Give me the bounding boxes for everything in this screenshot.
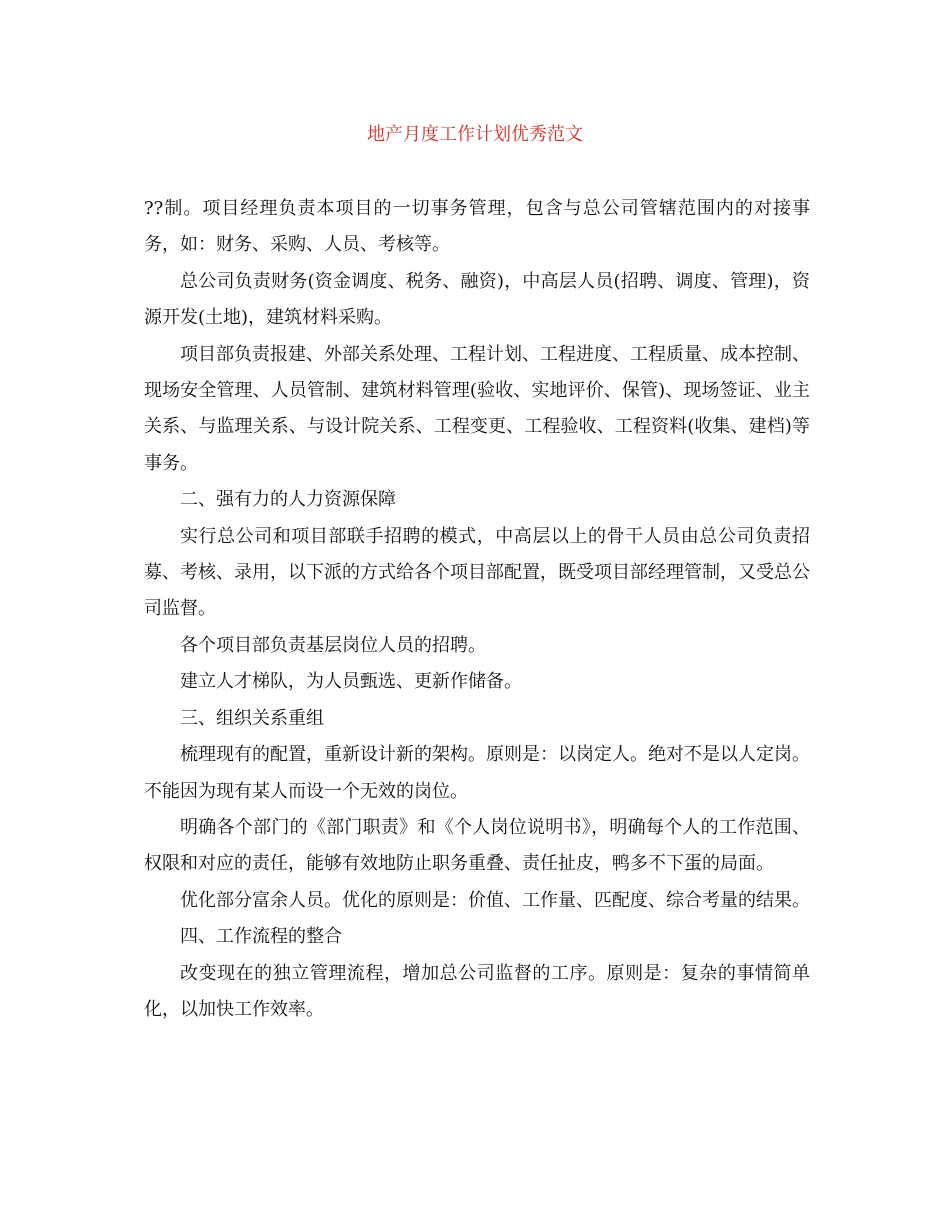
- paragraph: 建立人才梯队，为人员甄选、更新作储备。: [180, 671, 522, 693]
- paragraph: 总公司负责财务(资金调度、税务、融资)，中高层人员(招聘、调度、管理)，资源开发(土地)，建筑材料采购。: [144, 270, 810, 329]
- paragraph: ??制。项目经理负责本项目的一切事务管理，包含与总公司管辖范围内的对接事务，如：财务、采购、人员、考核等。: [144, 198, 810, 256]
- paragraph: 各个项目部负责基层岗位人员的招聘。: [180, 634, 486, 656]
- paragraph: 改变现在的独立管理流程，增加总公司监督的工序。原则是：复杂的事情简单化，以加快工作效率。: [144, 962, 810, 1020]
- paragraph: 优化部分富余人员。优化的原则是：价值、工作量、匹配度、综合考量的结果。: [180, 889, 810, 911]
- document-title: 地产月度工作计划优秀范文: [367, 124, 583, 145]
- paragraph: 梳理现有的配置，重新设计新的架构。原则是：以岗定人。绝对不是以人定岗。不能因为现有某人而设一个无效的岗位。: [144, 744, 810, 802]
- paragraph: 明确各个部门的《部门职责》和《个人岗位说明书》，明确每个人的工作范围、权限和对应的责任，能够有效地防止职务重叠、责任扯皮，鸭多不下蛋的局面。: [144, 816, 810, 875]
- paragraph: 实行总公司和项目部联手招聘的模式，中高层以上的骨干人员由总公司负责招募、考核、录用，以下派的方式给各个项目部配置，既受项目部经理管制，又受总公司监督。: [144, 525, 810, 620]
- paragraph: 项目部负责报建、外部关系处理、工程计划、工程进度、工程质量、成本控制、现场安全管理、人员管制、建筑材料管理(验收、实地评价、保管)、现场签证、业主关系、与监理关系、与设计院关系、工程变更、工程验收、工程资料(收集、建档)等事务。: [144, 343, 810, 474]
- document-body: [144, 191, 810, 1028]
- section-heading: 四、工作流程的整合: [180, 926, 342, 948]
- section-heading: 三、组织关系重组: [180, 707, 324, 729]
- section-heading: 二、强有力的人力资源保障: [180, 489, 396, 511]
